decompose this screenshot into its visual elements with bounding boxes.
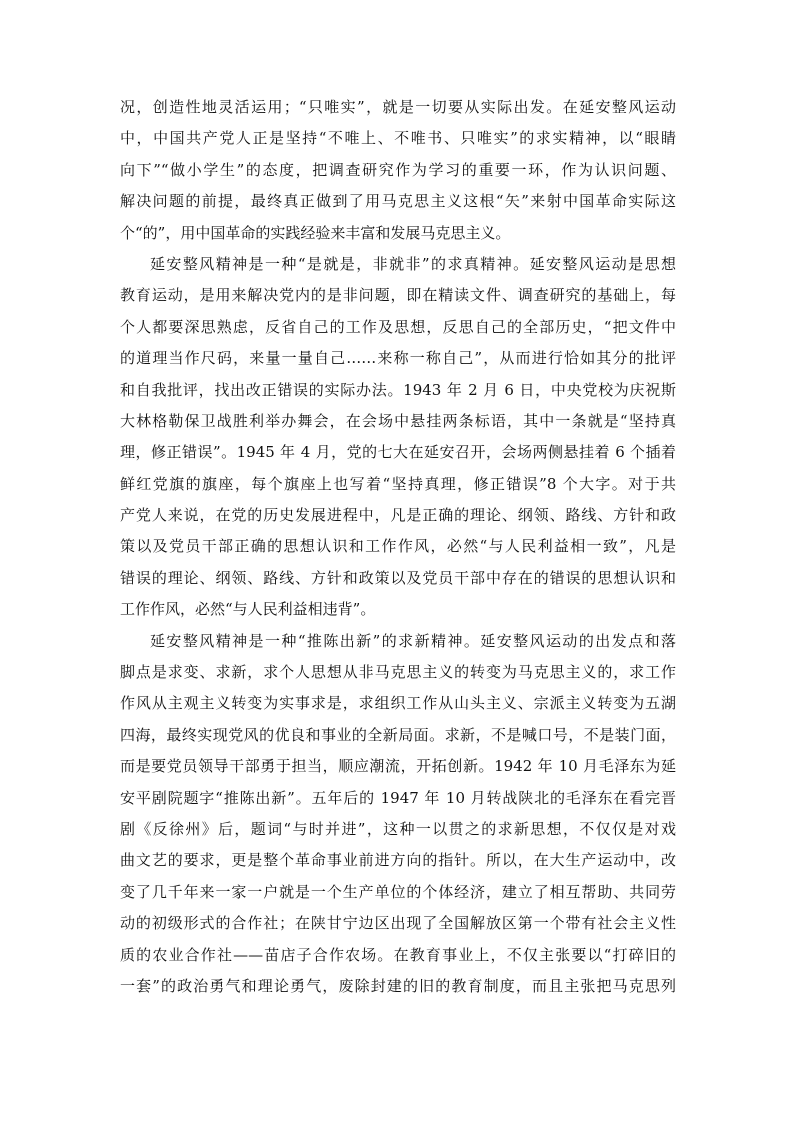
text-line: 作风从主观主义转变为实事求是，求组织工作从山头主义、宗派主义转变为五湖 — [120, 694, 676, 713]
text-line: 质的农业合作社——苗店子合作农场。在教育事业上，不仅主张要以“打碎旧的 — [120, 945, 676, 964]
text-line: 延安整风精神是一种“是就是，非就非”的求真精神。延安整风运动是思想 — [150, 254, 676, 273]
text-line: 个人都要深思熟虑，反省自己的工作及思想，反思自己的全部历史，“把文件中 — [120, 317, 676, 336]
text-line: 个“的”，用中国革命的实践经验来丰富和发展马克思主义。 — [120, 223, 511, 242]
text-line: 鲜红党旗的旗座，每个旗座上也写着“坚持真理，修正错误”8 个大字。对于共 — [120, 474, 676, 493]
text-line: 大林格勒保卫战胜利举办舞会，在会场中悬挂两条标语，其中一条就是“坚持真 — [120, 411, 676, 430]
text-line: 况，创造性地灵活运用；“只唯实”，就是一切要从实际出发。在延安整风运动 — [120, 98, 676, 116]
text-line: 和自我批评，找出改正错误的实际办法。1943 年 2 月 6 日，中央党校为庆祝斯 — [120, 380, 676, 399]
text-line: 错误的理论、纲领、路线、方针和政策以及党员干部中存在的错误的思想认识和 — [120, 568, 676, 587]
text-line: 策以及党员干部正确的思想认识和工作作风，必然“与人民利益相一致”，凡是 — [120, 537, 676, 556]
text-line: 曲文艺的要求，更是整个革命事业前进方向的指针。所以，在大生产运动中，改 — [120, 851, 676, 870]
text-line: 剧《反徐州》后，题词“与时并进”，这种一以贯之的求新思想，不仅仅是对戏 — [120, 819, 676, 838]
paragraph — [120, 249, 676, 626]
text-line: 四海，最终实现党风的优良和事业的全新局面。求新，不是喊口号，不是装门面， — [120, 725, 676, 744]
text-line: 安平剧院题字“推陈出新”。五年后的 1947 年 10 月转战陕北的毛泽东在看完晋 — [120, 788, 676, 807]
text-line: 解决问题的前提，最终真正做到了用马克思主义这根“矢”来射中国革命实际这 — [120, 192, 676, 211]
text-line: 动的初级形式的合作社；在陕甘宁边区出现了全国解放区第一个带有社会主义性 — [120, 914, 676, 933]
text-line: 一套”的政治勇气和理论勇气，废除封建的旧的教育制度，而且主张把马克思列 — [120, 976, 676, 995]
paragraph — [120, 92, 676, 249]
text-line: 产党人来说，在党的历史发展进程中，凡是正确的理论、纲领、路线、方针和政 — [120, 506, 676, 525]
text-line: 延安整风精神是一种“推陈出新”的求新精神。延安整风运动的出发点和落 — [150, 631, 676, 650]
text-line: 中，中国共产党人正是坚持“不唯上、不唯书、只唯实”的求实精神，以“眼睛 — [120, 129, 676, 148]
text-line: 理，修正错误”。1945 年 4 月，党的七大在延安召开，会场两侧悬挂着 6 个插着 — [120, 443, 676, 462]
text-line: 教育运动，是用来解决党内的是非问题，即在精读文件、调查研究的基础上，每 — [120, 286, 676, 305]
text-line: 工作作风，必然“与人民利益相违背”。 — [120, 600, 376, 619]
text-line: 向下”“做小学生”的态度，把调查研究作为学习的重要一环，作为认识问题、 — [120, 160, 676, 179]
paragraph — [120, 626, 676, 1003]
text-line: 脚点是求变、求新，求个人思想从非马克思主义的转变为马克思主义的，求工作 — [120, 663, 676, 682]
body-text — [120, 92, 676, 1002]
text-line: 而是要党员领导干部勇于担当，顺应潮流，开拓创新。1942 年 10 月毛泽东为延 — [120, 757, 676, 776]
text-line: 变了几千年来一家一户就是一个生产单位的个体经济，建立了相互帮助、共同劳 — [120, 882, 676, 901]
text-line: 的道理当作尺码，来量一量自己……来称一称自己”，从而进行恰如其分的批评 — [120, 349, 676, 368]
